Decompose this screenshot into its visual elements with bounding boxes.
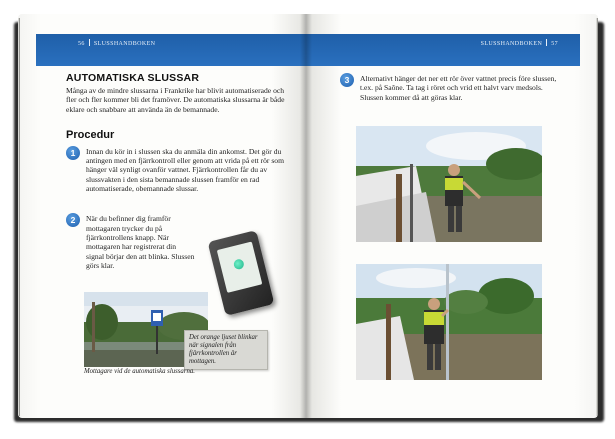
step-text: När du befinner dig framför mottagaren trycker du på fjärrkontrollens knapp. När mottagaren har registrerat din signal börjar den att blinka. Slussen görs klar. [86,214,195,270]
page-edges [18,18,20,416]
lock-tube-photo-2 [356,264,542,380]
step-number-badge: 1 [66,146,80,160]
step-number-badge: 3 [340,73,354,87]
header-band-left [36,34,306,66]
step-2 [66,214,196,270]
page-number-right: 57 [551,41,558,47]
step-1 [66,147,294,193]
step-text: Innan du kör in i slussen ska du anmäla din ankomst. Det gör du antingen med en fjärrkontroll eller genom att vrida på ett rör som hänger väl synligt ovanför vattnet. Fjärrkontrollen får du av slussvakten i den sista bemannade slussen framför en rad automatiserade, obemannade slussar. [86,146,285,194]
section-title: AUTOMATISKA SLUSSAR [66,72,200,84]
left-page-content [66,72,294,270]
photo-caption: Mottagare vid de automatiska slussarna. [84,368,195,375]
running-head-title-right: SLUSSHANDBOKEN [480,41,543,47]
page-number-left: 56 [78,41,85,47]
running-head-left [78,39,155,47]
right-page [306,14,598,418]
page-edges [596,18,598,416]
header-band-right [306,34,580,66]
step-number-badge: 2 [66,213,80,227]
step-3 [340,74,558,102]
running-head-title-left: SLUSSHANDBOKEN [93,41,156,47]
lock-tube-photo-1 [356,126,542,242]
book-spread [18,14,598,418]
receiver-light-icon [233,258,245,270]
running-head-right [481,39,558,47]
book-spine-shadow [300,14,312,418]
procedure-heading: Procedur [66,128,115,141]
remote-screen [217,241,263,292]
intro-paragraph: Många av de mindre slussarna i Frankrike har blivit automatiserade och fler och fler kommer bli det framöver. De automatiska slussarna är både eklare och snabbare att använda än de bemannade. [66,86,285,114]
left-page [18,14,306,418]
photo-caption-box: Det orange ljuset blinkar när signalen från fjärrkontrollen är mottagen. [184,330,268,370]
step-text: Alternativt hänger det ner ett rör över vattnet precis före slussen, t.ex. på Saône. Ta tag i röret och vrid ett halvt varv medsols. Slussen kommer då att göras klar. [360,74,557,102]
